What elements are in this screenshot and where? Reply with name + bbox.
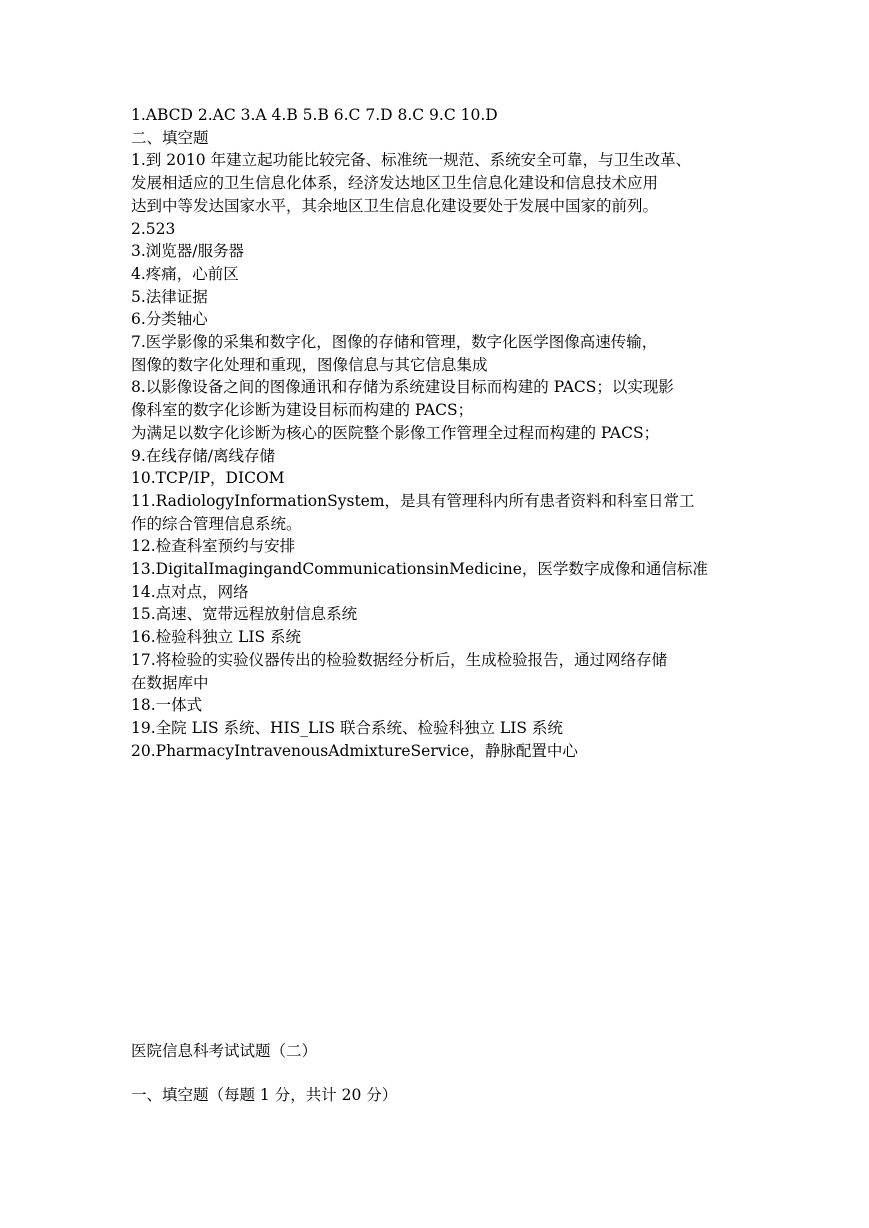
answer-line: 10.TCP/IP，DICOM <box>131 469 285 488</box>
answer-line: 图像的数字化处理和重现，图像信息与其它信息集成 <box>131 355 488 374</box>
answer-line: 达到中等发达国家水平，其余地区卫生信息化建设要处于发展中国家的前列。 <box>131 196 659 215</box>
answer-line: 发展相适应的卫生信息化体系，经济发达地区卫生信息化建设和信息技术应用 <box>131 174 659 193</box>
answer-line: 13.DigitalImagingandCommunicationsinMedicine，医学数字成像和通信标准 <box>131 560 708 579</box>
answer-line: 9.在线存储/离线存储 <box>131 446 276 465</box>
answer-line: 18.一体式 <box>131 696 203 715</box>
fill-in-section-heading: 二、填空题 <box>131 128 209 147</box>
answer-line: 19.全院 LIS 系统、HIS_LIS 联合系统、检验科独立 LIS 系统 <box>131 718 563 737</box>
answer-line: 8.以影像设备之间的图像通讯和存储为系统建设目标而构建的 PACS；以实现影 <box>131 378 674 397</box>
answer-line: 2.523 <box>131 219 176 238</box>
answer-line: 7.医学影像的采集和数字化，图像的存储和管理，数字化医学图像高速传输， <box>131 333 658 352</box>
answer-line: 11.RadiologyInformationSystem，是具有管理科内所有患者资料和科室日常工 <box>131 491 695 510</box>
answer-line: 16.检验科独立 LIS 系统 <box>131 628 302 647</box>
answer-key-block <box>131 104 771 762</box>
multiple-choice-answers: 1.ABCD 2.AC 3.A 4.B 5.B 6.C 7.D 8.C 9.C 10.D <box>131 106 498 124</box>
answer-line: 15.高速、宽带远程放射信息系统 <box>131 605 358 624</box>
answer-line: 在数据库中 <box>131 673 209 692</box>
answer-line: 17.将检验的实验仪器传出的检验数据经分析后，生成检验报告，通过网络存储 <box>131 650 668 669</box>
answer-line: 1.到 2010 年建立起功能比较完备、标准统一规范、系统安全可靠，与卫生改革、 <box>131 151 692 170</box>
answer-line: 6.分类轴心 <box>131 310 208 329</box>
answer-line: 作的综合管理信息系统。 <box>131 514 302 533</box>
exam-title: 医院信息科考试试题（二） <box>131 1042 318 1060</box>
answer-line: 20.PharmacyIntravenousAdmixtureService，静脉配置中心 <box>131 741 578 760</box>
answer-line: 为满足以数字化诊断为核心的医院整个影像工作管理全过程而构建的 PACS； <box>131 423 660 442</box>
answer-line: 5.法律证据 <box>131 287 208 306</box>
exam-section-heading: 一、填空题（每题 1 分，共计 20 分） <box>131 1086 398 1104</box>
answer-line: 3.浏览器/服务器 <box>131 242 245 261</box>
answer-line: 12.检查科室预约与安排 <box>131 537 296 556</box>
answer-line: 像科室的数字化诊断为建设目标而构建的 PACS； <box>131 401 474 420</box>
answer-line: 4.疼痛，心前区 <box>131 264 239 283</box>
answer-line: 14.点对点，网络 <box>131 582 249 601</box>
